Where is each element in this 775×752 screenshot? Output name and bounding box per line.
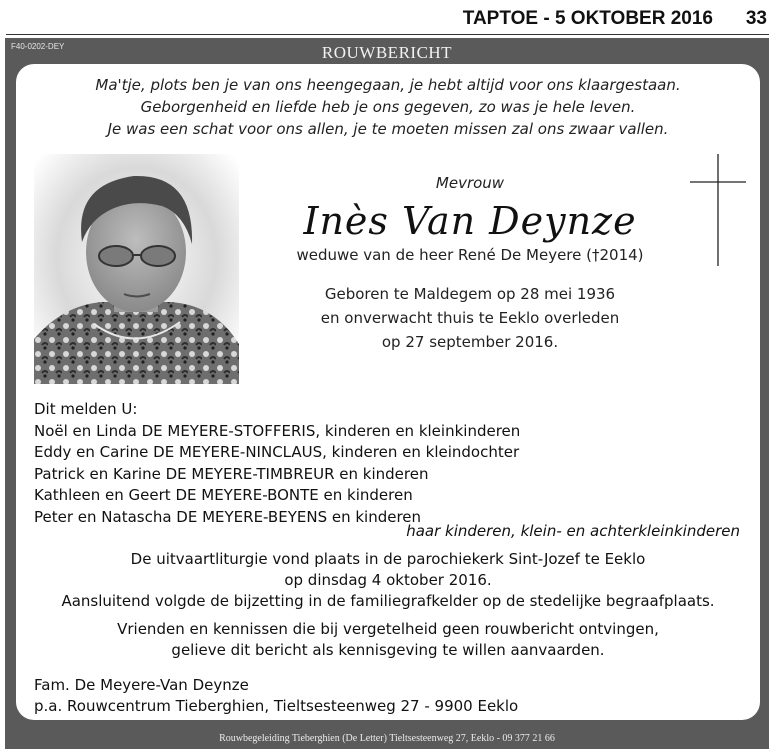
funeral-details xyxy=(22,549,754,612)
deceased-block xyxy=(240,174,700,354)
ad-code: F40-0202-DEY xyxy=(11,42,65,51)
family-member-line: Kathleen en Geert DE MEYERE-BONTE en kinderen xyxy=(34,486,413,505)
funeral-line: De uitvaartliturgie vond plaats in de parochiekerk Sint-Jozef te Eeklo xyxy=(130,550,646,568)
contact-address xyxy=(34,675,518,717)
obituary-card xyxy=(16,64,760,720)
family-member-line: Patrick en Karine DE MEYERE-TIMBREUR en kinderen xyxy=(34,464,429,483)
birth-death-line: op 27 september 2016. xyxy=(381,333,559,351)
notice-line: gelieve dit bericht als kennisgeving te willen aanvaarden. xyxy=(171,641,605,659)
funeral-line: op dinsdag 4 oktober 2016. xyxy=(284,571,492,589)
funeral-home-footer: Rouwbegeleiding Tieberghien (De Letter) Tieltsesteenweg 27, Eeklo - 09 377 21 66 xyxy=(219,733,555,744)
funeral-line: Aansluitend volgde de bijzetting in de familiegrafkelder op de stedelijke begraafplaats. xyxy=(61,592,715,610)
family-member-line: Eddy en Carine DE MEYERE-NINCLAUS, kinderen en kleindochter xyxy=(34,443,520,462)
portrait-photo xyxy=(34,154,239,384)
ad-heading: ROUWBERICHT xyxy=(321,43,453,62)
honorific: Mevrouw xyxy=(435,174,505,192)
publication-date: TAPTOE - 5 OKTOBER 2016 xyxy=(462,8,713,29)
poem-line: Je was een schat voor ons allen, je te moeten missen zal ons zwaar vallen. xyxy=(107,120,669,138)
family-closing: haar kinderen, klein- en achterkleinkinderen xyxy=(406,522,740,540)
widow-of-line: weduwe van de heer René De Meyere (†2014) xyxy=(296,246,644,264)
birth-death-line: en onverwacht thuis te Eeklo overleden xyxy=(320,309,620,327)
intro-poem xyxy=(22,74,754,140)
family-announcement xyxy=(34,399,520,529)
poem-line: Ma'tje, plots ben je van ons heengegaan, je hebt altijd voor ons klaargestaan. xyxy=(95,76,681,94)
notice-line: Vrienden en kennissen die bij vergetelheid geen rouwbericht ontvingen, xyxy=(117,620,659,638)
family-member-line: Peter en Natascha DE MEYERE-BEYENS en kinderen xyxy=(34,507,422,526)
birth-death-line: Geboren te Maldegem op 28 mei 1936 xyxy=(324,285,616,303)
birth-death-details xyxy=(240,282,700,354)
newspaper-masthead xyxy=(0,0,775,36)
masthead-rule xyxy=(6,34,769,35)
deceased-name: Inès Van Deynze xyxy=(303,199,637,243)
page-number: 33 xyxy=(745,8,767,29)
poem-line: Geborgenheid en liefde heb je ons gegeven, zo was je hele leven. xyxy=(140,98,636,116)
family-member-line: Noël en Linda DE MEYERE-STOFFERIS, kinderen en kleinkinderen xyxy=(34,421,521,440)
announcement-intro: Dit melden U: xyxy=(34,400,138,418)
contact-line: p.a. Rouwcentrum Tieberghien, Tieltsesteenweg 27 - 9900 Eeklo xyxy=(34,697,519,715)
contact-line: Fam. De Meyere-Van Deynze xyxy=(34,676,249,694)
notice-text xyxy=(22,619,754,661)
